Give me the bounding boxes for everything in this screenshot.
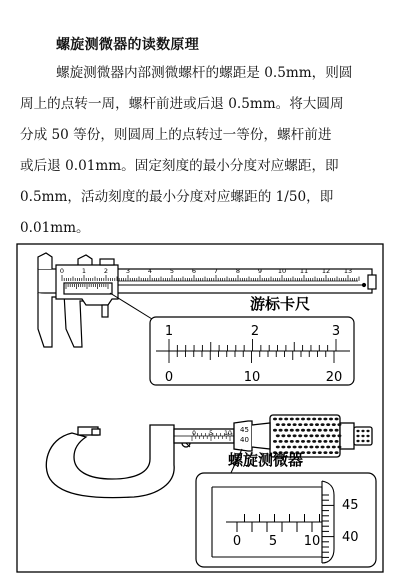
caliper-zoom-bottom-number: 10 [243,370,261,385]
knurl-dot [337,446,341,449]
section-heading: 螺旋测微器的读数原理 [56,37,199,53]
ratchet-knurl-dot [356,430,359,432]
knurl-dot [309,423,313,426]
knurl-dot [279,418,283,421]
micrometer-sleeve-number: 5 [209,430,213,437]
micrometer-zoom-sleeve-number: 5 [268,534,278,549]
knurl-dot [335,440,339,443]
caliper-main-number: 13 [343,267,353,275]
paragraph-line: 周上的点转一周，螺杆前进或后退 0.5mm。将大圆周 [20,96,344,112]
knurl-dot [307,451,311,454]
caliper-main-number: 2 [103,267,109,275]
knurl-dot [273,440,277,443]
micrometer-zoom-thimble-number: 40 [342,530,359,545]
knurl-dot [312,429,316,432]
knurl-dot [287,434,291,437]
micrometer-zoom-sleeve-number: 0 [232,534,242,549]
knurl-dot [315,423,319,426]
ratchet-knurl-dot [361,440,364,442]
knurl-dot [307,429,311,432]
micrometer-zoom-panel [196,473,376,567]
knurl-dot [307,418,311,421]
knurl-dot [281,434,285,437]
knurl-dot [276,446,280,449]
caliper-label: 游标卡尺 [250,295,311,313]
knurl-dot [326,446,330,449]
caliper-main-number: 7 [213,267,219,275]
knurl-dot [312,451,316,454]
knurl-dot [298,423,302,426]
caliper-main-number: 8 [235,267,241,275]
knurl-dot [318,418,322,421]
explanation-paragraph [20,58,382,244]
micrometer-label: 螺旋测微器 [228,451,304,469]
knurl-dot [298,434,302,437]
knurl-dot [321,434,325,437]
knurl-dot [307,440,311,443]
micrometer-sleeve-number: 0 [192,430,196,437]
knurl-dot [304,434,308,437]
knurl-dot [273,429,277,432]
knurl-dot [335,418,339,421]
knurl-dot [284,418,288,421]
knurl-dot [318,429,322,432]
caliper-main-number: 5 [169,267,175,275]
paragraph-line: 0.5mm，活动刻度的最小分度对应螺距的 1/50，即 [20,189,334,205]
ratchet-knurl-dot [366,435,369,437]
caliper-main-number: 10 [277,267,287,275]
knurl-dot [315,434,319,437]
knurl-dot [329,440,333,443]
knurl-dot [287,446,291,449]
knurl-dot [293,446,297,449]
ratchet-knurl-dot [366,430,369,432]
knurl-dot [329,429,333,432]
knurl-dot [326,434,330,437]
ratchet-knurl-dot [361,430,364,432]
ratchet-knurl-dot [356,435,359,437]
knurl-dot [301,418,305,421]
knurl-dot [323,418,327,421]
knurl-dot [309,446,313,449]
ratchet-knurl-dot [356,440,359,442]
caliper-main-number: 12 [321,267,331,275]
micrometer-ratchet-knurl [356,430,369,442]
knurl-dot [337,434,341,437]
knurl-dot [276,434,280,437]
ratchet-knurl-dot [361,435,364,437]
knurl-dot [323,451,327,454]
knurl-dot [290,418,294,421]
knurl-dot [323,429,327,432]
knurl-dot [276,423,280,426]
knurl-dot [321,446,325,449]
caliper-zoom-top-number: 1 [164,324,174,339]
micrometer-sleeve-number: 10 [224,430,232,437]
paragraph-line: 0.01mm。 [20,220,90,236]
caliper-main-number: 4 [147,267,153,275]
paragraph-line: 或后退 0.01mm。固定刻度的最小分度对应螺距，即 [20,158,339,174]
caliper-main-number: 3 [125,267,131,275]
knurl-dot [295,429,299,432]
knurl-dot [329,418,333,421]
knurl-dot [332,434,336,437]
knurl-dot [281,446,285,449]
knurl-dot [332,423,336,426]
micrometer-thimble-number: 45 [240,426,249,434]
caliper-main-number: 1 [81,267,87,275]
caliper-zoom-top-number: 2 [250,324,260,339]
instrument-illustration [16,243,384,573]
caliper-zoom-bottom-number: 20 [325,370,343,385]
paragraph-line: 螺旋测微器内部测微螺杆的螺距是 0.5mm，则圆 [56,65,353,81]
knurl-dot [304,423,308,426]
caliper-zoom-top-number: 3 [331,324,341,339]
knurl-dot [318,451,322,454]
knurl-dot [312,440,316,443]
knurl-dot [304,446,308,449]
knurl-dot [318,440,322,443]
caliper-main-number: 6 [191,267,197,275]
caliper-zoom-panel [150,317,354,385]
knurl-dot [281,423,285,426]
knurl-dot [335,429,339,432]
knurl-dot [273,418,277,421]
knurl-dot [301,429,305,432]
caliper-main-number: 0 [59,267,65,275]
knurl-dot [284,429,288,432]
micrometer-zoom-thimble-number: 45 [342,498,359,513]
knurl-dot [323,440,327,443]
knurl-dot [309,434,313,437]
micrometer-zoom-sleeve-number: 10 [303,534,321,549]
knurl-dot [335,451,339,454]
knurl-dot [295,440,299,443]
ratchet-knurl-dot [366,440,369,442]
knurl-dot [326,423,330,426]
knurl-dot [312,418,316,421]
knurl-dot [290,440,294,443]
paragraph-line: 分成 50 等份，则圆周上的点转过一等份，螺杆前进 [20,127,332,143]
knurl-dot [287,423,291,426]
knurl-dot [337,423,341,426]
knurl-dot [293,434,297,437]
knurl-dot [301,440,305,443]
knurl-dot [315,446,319,449]
caliper-zoom-bottom-number: 0 [164,370,174,385]
knurl-dot [295,418,299,421]
knurl-dot [329,451,333,454]
knurl-dot [279,429,283,432]
knurl-dot [279,440,283,443]
knurl-dot [293,423,297,426]
knurl-dot [284,440,288,443]
knurl-dot [290,429,294,432]
knurl-dot [332,446,336,449]
caliper-main-number: 11 [299,267,309,275]
micrometer-thimble-number: 40 [240,436,249,444]
caliper-main-number: 9 [257,267,263,275]
knurl-dot [321,423,325,426]
knurl-dot [298,446,302,449]
